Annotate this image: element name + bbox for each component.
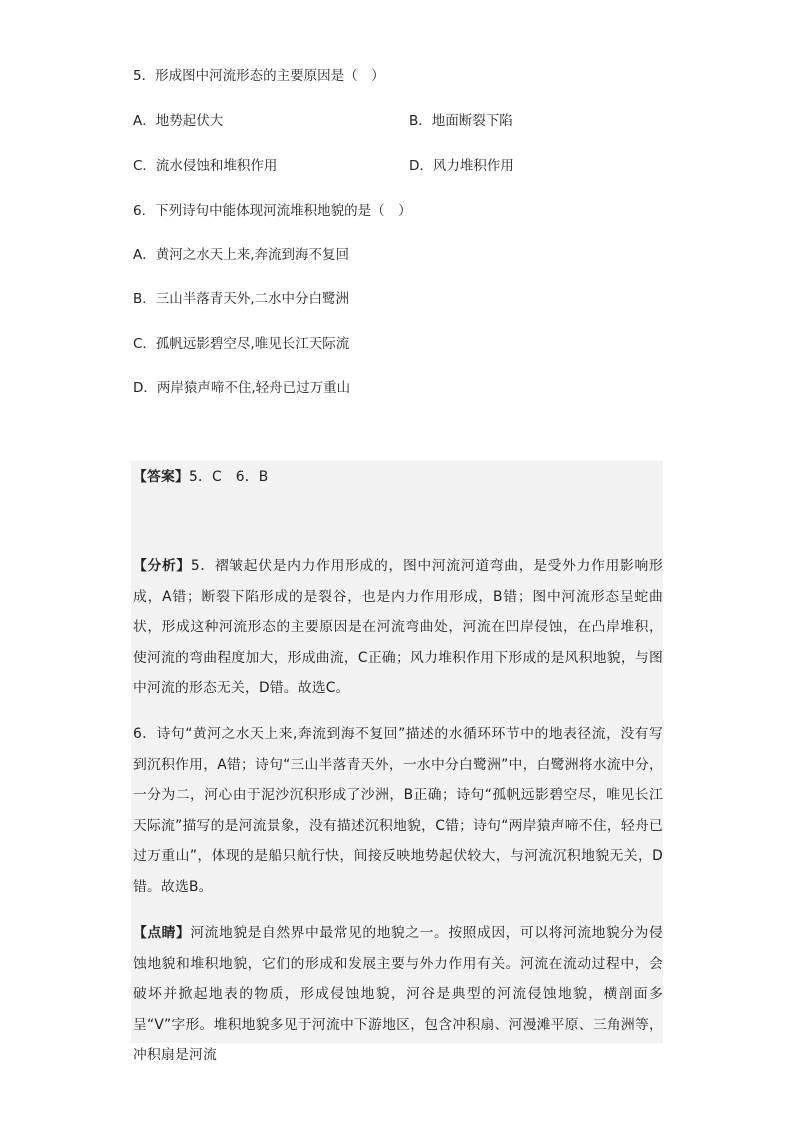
question-5-option-b: B．地面断裂下陷 [409,113,513,129]
answer-text: 5．C 6．B [189,469,269,485]
question-6-option-a: A．黄河之水天上来,奔流到海不复回 [133,247,350,263]
analysis-q5 [133,551,663,704]
question-6-option-c: C．孤帆远影碧空尽,唯见长江天际流 [133,336,350,352]
comment-text: 河流地貌是自然界中最常见的地貌之一。按照成因，可以将河流地貌分为侵蚀地貌和堆积地貌，它们的形成和发展主要与外力作用有关。河流在流动过程中，会破坏并掀起地表的物质，形成侵蚀地貌，河谷是典型的河流侵蚀地貌，横剖面多呈“V”字形。堆积地貌多见于河流中下游地区，包含冲积扇、河漫滩平原、三角洲等，冲积扇是河流 [133,925,664,1064]
question-5-option-d: D．风力堆积作用 [409,158,514,174]
question-6-stem: 6．下列诗句中能体现河流堆积地貌的是（ ） [133,203,412,219]
comment-paragraph [133,918,663,1071]
analysis-q6-text: 6．诗句“黄河之水天上来,奔流到海不复回”描述的水循环环节中的地表径流，没有写到沉积作用，A错；诗句“三山半落青天外，一水中分白鹭洲”中，白鹭洲将水流中分，一分为二，河心由于泥沙沉积形成了沙洲，B正确；诗句“孤帆远影碧空尽，唯见长江天际流”描写的是河流景象，没有描述沉积地貌，C错；诗句“两岸猿声啼不住，轻舟已过万重山”，体现的是船只航行快，间接反映地势起伏较大，与河流沉积地貌无关，D错。故选B。 [133,726,663,895]
question-5-stem: 5．形成图中河流形态的主要原因是（ ） [133,68,385,84]
question-6-option-b: B．三山半落青天外,二水中分白鹭洲 [133,291,350,307]
analysis-q5-text: 5．褶皱起伏是内力作用形成的，图中河流河道弯曲，是受外力作用影响形成，A错；断裂下陷形成的是裂谷，也是内力作用形成，B错；图中河流形态呈蛇曲状，形成这种河流形态的主要原因是在河流弯曲处，河流在凹岸侵蚀，在凸岸堆积，使河流的弯曲程度加大，形成曲流，C正确；风力堆积作用下形成的是风积地貌，与图中河流的形态无关，D错。故选C。 [133,558,663,697]
question-5-option-a: A．地势起伏大 [133,113,224,129]
question-5-option-c: C．流水侵蚀和堆积作用 [133,158,278,174]
analysis-q6 [133,719,663,903]
answer-label: 【答案】 [133,469,189,485]
comment-label: 【点睛】 [133,925,191,941]
analysis-label: 【分析】 [133,558,191,574]
question-6-option-d: D．两岸猿声啼不住,轻舟已过万重山 [133,380,351,396]
answer-line [133,463,663,491]
